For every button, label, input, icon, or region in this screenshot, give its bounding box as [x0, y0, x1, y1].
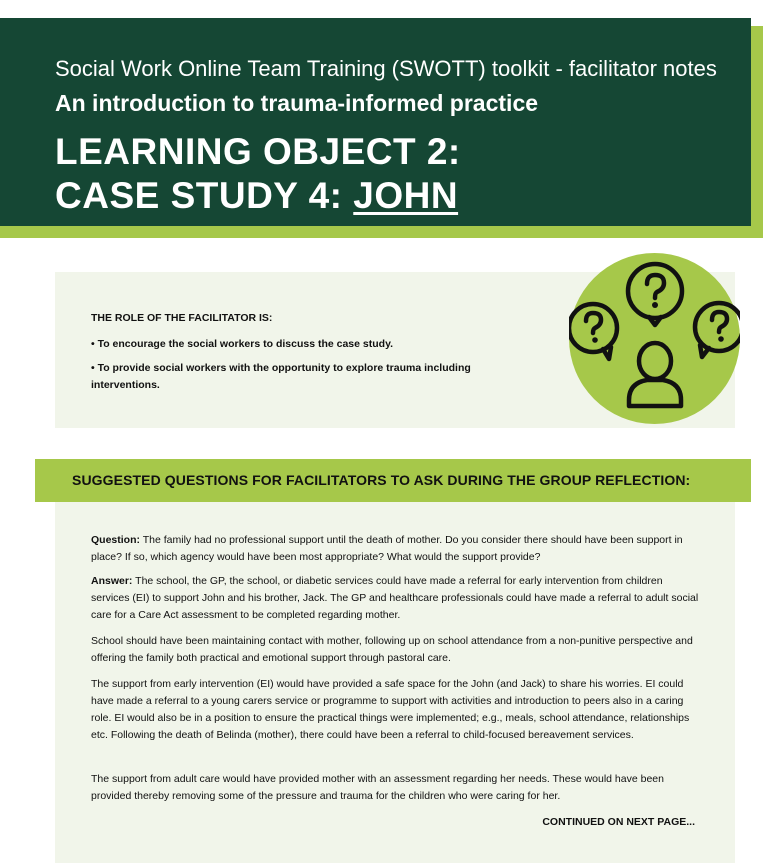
role-item: • To encourage the social workers to discuss the case study. [91, 338, 394, 350]
body-paragraph: The support from adult care would have provided mother with an assessment regarding her needs. These would have been provided thereby removing some of the pressure and trauma for the children who were caring for her. [91, 773, 664, 802]
answer-text: The school, the GP, the school, or diabetic services could have made a referral for early intervention from children services (EI) to support John and his brother, Jack. The GP and healthcare professionals could have made a referral to adult social care for a Care Act assessment to be completed regarding mother. [91, 575, 699, 621]
questions-heading: SUGGESTED QUESTIONS FOR FACILITATORS TO ASK DURING THE GROUP REFLECTION: [72, 472, 691, 488]
discussion-person-question-marks-icon [569, 253, 740, 424]
answer-paragraph [91, 573, 701, 624]
role-item: • To provide social workers with the opportunity to explore trauma including interventions. [91, 362, 471, 391]
question-label: Question: [91, 534, 140, 546]
question-text: The family had no professional support until the death of mother. Do you consider there should have been support in place? If so, which agency would have been most appropriate? What would the support provide? [91, 534, 683, 563]
question-paragraph [91, 532, 701, 566]
title-prefix: CASE STUDY 4: [55, 175, 354, 216]
body-paragraph: The support from early intervention (EI) would have provided a safe space for the John (and Jack) to share his worries. EI could have made a referral to a young carers service or programme to support with activities and introduction to peers also in a caring role. EI would also be in a position to ensure the practical things were implemented; e.g., meals, school attendance, relationships etc. Following the death of Belinda (mother), there could have been a referral to child-focused bereavement services. [91, 678, 690, 741]
answer-label: Answer: [91, 575, 133, 587]
page-header [0, 18, 751, 226]
title-line-1: LEARNING OBJECT 2: [55, 131, 461, 172]
questions-heading-band [35, 459, 751, 502]
qa-panel [55, 502, 735, 863]
continued-note: CONTINUED ON NEXT PAGE... [542, 816, 695, 828]
case-name-link[interactable]: JOHN [353, 175, 459, 216]
body-paragraph: School should have been maintaining contact with mother, following up on school attendance from a non-punitive perspective and offering the family both practical and emotional support through pastoral care. [91, 635, 693, 664]
document-subtitle: An introduction to trauma-informed practice [55, 90, 539, 116]
role-heading: THE ROLE OF THE FACILITATOR IS: [91, 312, 273, 324]
page-title [55, 130, 461, 218]
toolkit-title: Social Work Online Team Training (SWOTT) toolkit - facilitator notes [55, 56, 717, 81]
title-line-2 [55, 174, 461, 218]
